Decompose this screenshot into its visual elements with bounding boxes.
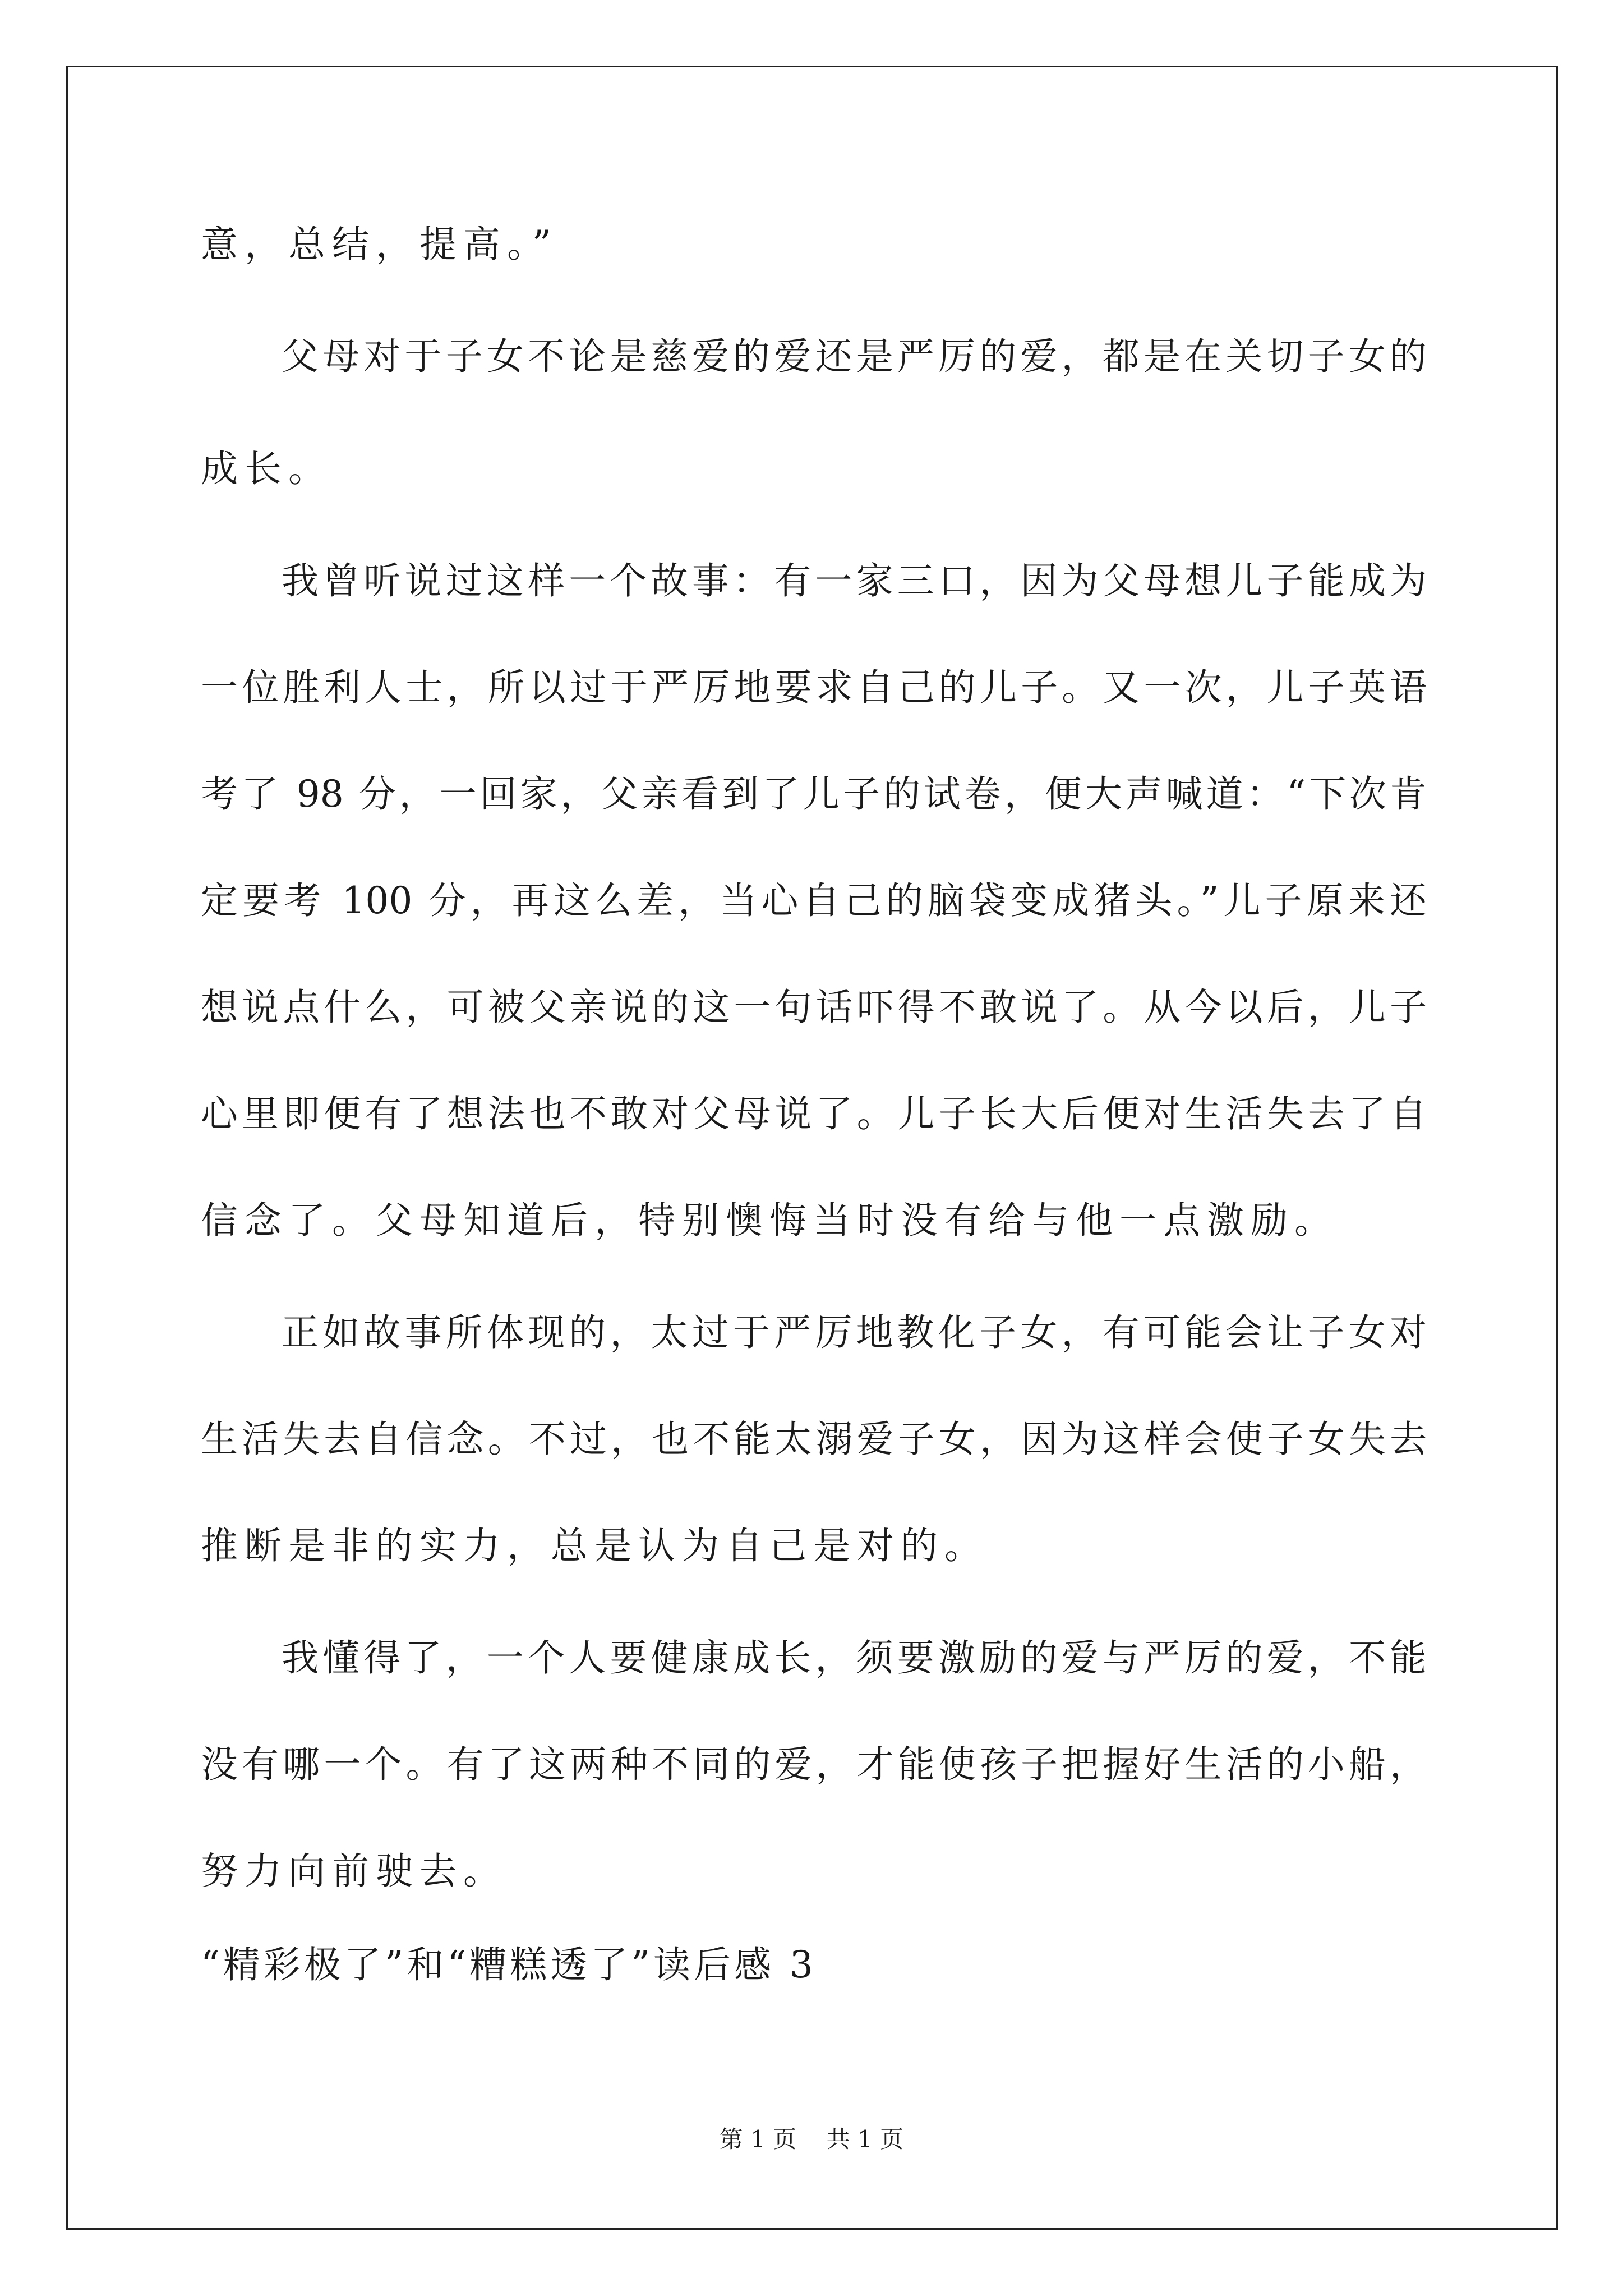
text-line-16: 努力向前驶去。 xyxy=(201,1849,507,1893)
text-line-5: 一位胜利人士，所以过于严厉地要求自己的儿子。又一次，儿子英语 xyxy=(201,666,1427,709)
text-line-15: 没有哪一个。有了这两种不同的爱，才能使孩子把握好生活的小船， xyxy=(201,1743,1427,1786)
page-border xyxy=(66,66,1558,2230)
section-heading: “精彩极了”和“糟糕透了”读后感 3 xyxy=(201,1943,817,1986)
text-line-4: 我曾听说过这样一个故事：有一家三口，因为父母想儿子能成为 xyxy=(282,559,1427,602)
text-line-2: 父母对于子女不论是慈爱的爱还是严厉的爱，都是在关切子女的 xyxy=(282,335,1427,378)
page-number-footer: 第 1 页 共 1 页 xyxy=(719,2125,904,2153)
text-line-8: 想说点什么，可被父亲说的这一句话吓得不敢说了。从今以后，儿子 xyxy=(201,986,1427,1029)
text-line-12: 生活失去自信念。不过，也不能太溺爱子女，因为这样会使子女失去 xyxy=(201,1418,1427,1461)
text-line-9: 心里即便有了想法也不敢对父母说了。儿子长大后便对生活失去了自 xyxy=(201,1092,1427,1135)
text-line-7: 定要考 100 分，再这么差，当心自己的脑袋变成猪头。”儿子原来还 xyxy=(201,879,1427,922)
text-line-1: 意，总结，提高。” xyxy=(201,223,558,266)
text-line-3: 成长。 xyxy=(201,447,332,490)
text-line-14: 我懂得了，一个人要健康成长，须要激励的爱与严厉的爱，不能 xyxy=(282,1636,1427,1680)
text-line-11: 正如故事所体现的，太过于严厉地教化子女，有可能会让子女对 xyxy=(282,1311,1427,1354)
text-line-6: 考了 98 分，一回家，父亲看到了儿子的试卷，便大声喊道：“下次肯 xyxy=(201,772,1427,816)
text-line-13: 推断是非的实力，总是认为自己是对的。 xyxy=(201,1524,988,1567)
text-line-10: 信念了。父母知道后，特别懊悔当时没有给与他一点激励。 xyxy=(201,1199,1338,1242)
